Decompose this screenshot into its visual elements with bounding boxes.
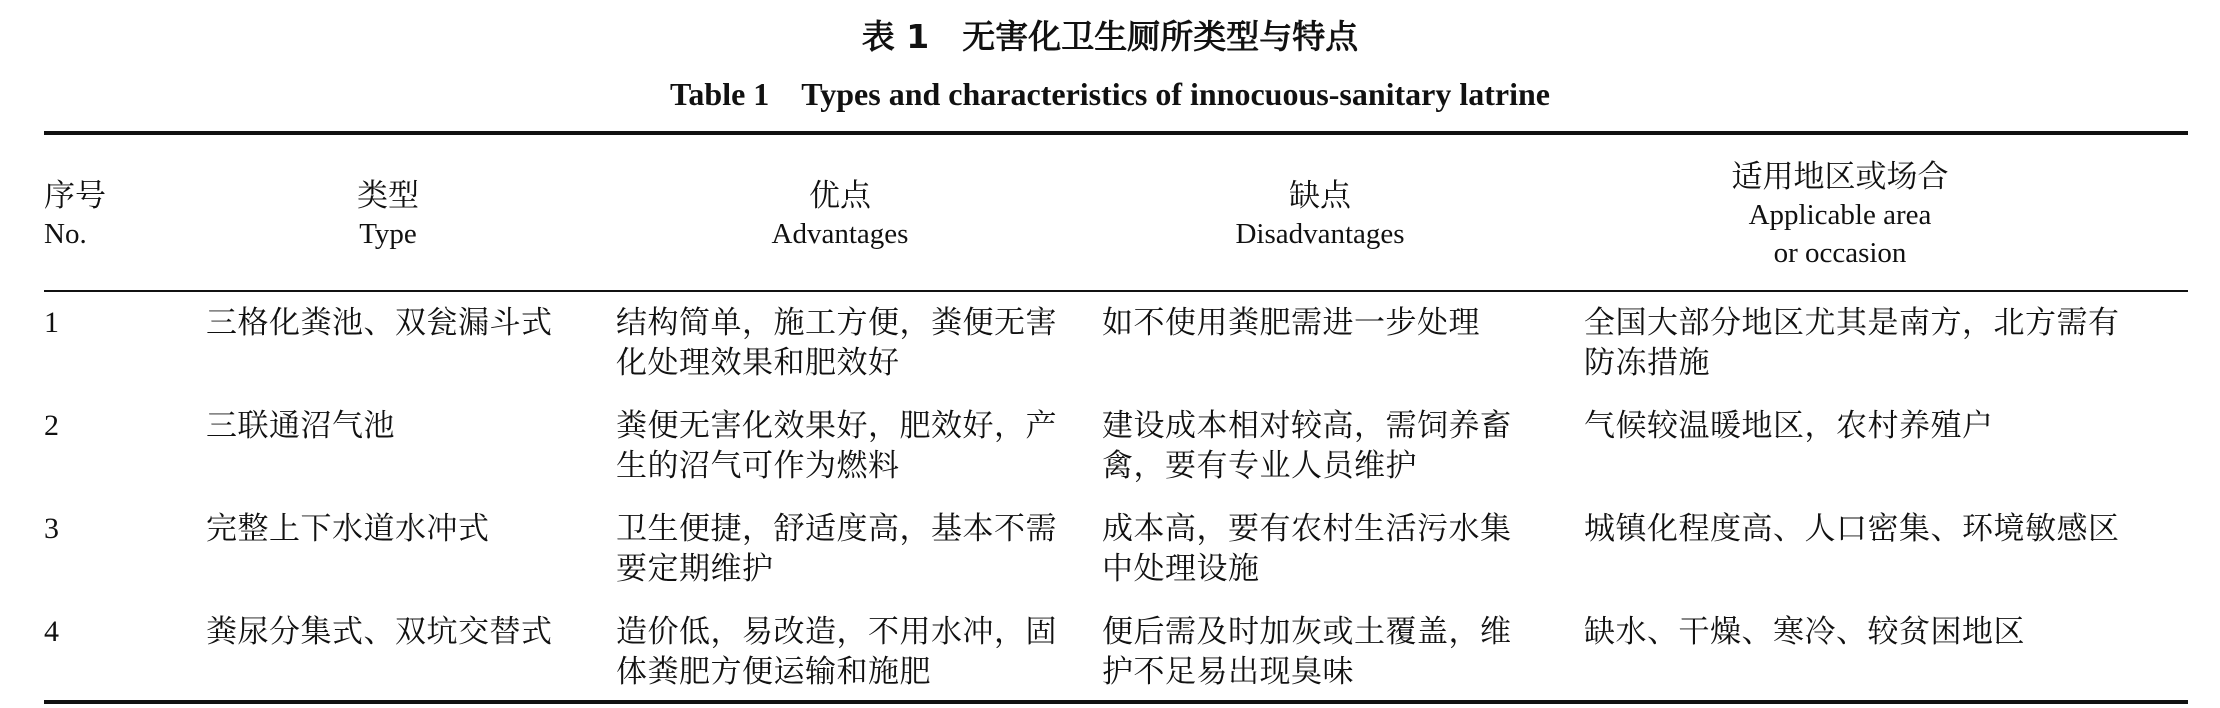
cell-type: 三联通沼气池 xyxy=(206,408,395,444)
cell-no: 2 xyxy=(44,409,60,442)
cell-line: 要定期维护 xyxy=(616,551,774,587)
cell-advantages xyxy=(616,509,1086,589)
cell-applicable-area xyxy=(1584,303,2184,383)
cell-line: 禽，要有专业人员维护 xyxy=(1102,448,1417,484)
cell-line: 建设成本相对较高，需饲养畜 xyxy=(1102,408,1512,444)
header-disadvantages-en: Disadvantages xyxy=(1235,218,1405,250)
header-advantages-cn: 优点 xyxy=(809,178,871,214)
cell-line: 成本高，要有农村生活污水集 xyxy=(1102,511,1512,547)
table-caption-chinese: 表 1 无害化卫生厕所类型与特点 xyxy=(861,17,1359,56)
cell-line: 卫生便捷，舒适度高，基本不需 xyxy=(616,511,1057,547)
header-advantages-en: Advantages xyxy=(771,218,909,250)
header-divider-rule xyxy=(44,290,2188,292)
cell-advantages xyxy=(616,612,1086,692)
cell-line: 防冻措施 xyxy=(1584,345,1710,381)
table-bottom-rule xyxy=(44,700,2188,704)
header-type xyxy=(188,150,588,280)
header-no xyxy=(44,150,164,280)
cell-no: 1 xyxy=(44,306,60,339)
cell-line: 体粪肥方便运输和施肥 xyxy=(616,654,931,690)
cell-line: 粪便无害化效果好，肥效好，产 xyxy=(616,408,1057,444)
cell-line: 中处理设施 xyxy=(1102,551,1260,587)
cell-advantages xyxy=(616,406,1086,486)
cell-no: 4 xyxy=(44,615,60,648)
cell-applicable-area xyxy=(1584,612,2184,652)
cell-advantages xyxy=(616,303,1086,383)
cell-line: 生的沼气可作为燃料 xyxy=(616,448,900,484)
cell-disadvantages xyxy=(1102,612,1572,692)
cell-line: 城镇化程度高、人口密集、环境敏感区 xyxy=(1584,511,2120,547)
header-disadvantages-cn: 缺点 xyxy=(1289,178,1351,214)
header-applicable-en-line2: or occasion xyxy=(1773,237,1907,269)
header-applicable-cn: 适用地区或场合 xyxy=(1731,159,1949,195)
cell-line: 结构简单，施工方便，粪便无害 xyxy=(616,305,1057,341)
header-applicable-en: Applicable area xyxy=(1748,199,1932,231)
cell-line: 护不足易出现臭味 xyxy=(1102,654,1354,690)
cell-line: 便后需及时加灰或土覆盖，维 xyxy=(1102,614,1512,650)
cell-line: 化处理效果和肥效好 xyxy=(616,345,900,381)
cell-disadvantages xyxy=(1102,509,1572,589)
cell-applicable-area xyxy=(1584,406,2184,446)
header-type-en: Type xyxy=(359,218,417,250)
table-caption-english: Table 1 Types and characteristics of innocuous-sanitary latrine xyxy=(669,76,1551,112)
cell-applicable-area xyxy=(1584,509,2184,549)
cell-type: 三格化粪池、双瓮漏斗式 xyxy=(206,305,553,341)
cell-disadvantages xyxy=(1102,406,1572,486)
cell-line: 缺水、干燥、寒冷、较贫困地区 xyxy=(1584,614,2025,650)
cell-line: 气候较温暖地区，农村养殖户 xyxy=(1584,408,1994,444)
header-applicable-area xyxy=(1560,150,2120,280)
cell-line: 如不使用粪肥需进一步处理 xyxy=(1102,305,1480,341)
header-disadvantages xyxy=(1080,150,1560,280)
cell-no: 3 xyxy=(44,512,60,545)
header-no-en: No. xyxy=(44,218,87,250)
header-type-cn: 类型 xyxy=(357,178,419,214)
header-advantages xyxy=(600,150,1080,280)
cell-line: 造价低，易改造，不用水冲，固 xyxy=(616,614,1057,650)
header-no-cn: 序号 xyxy=(44,178,106,214)
cell-type: 粪尿分集式、双坑交替式 xyxy=(206,614,553,650)
cell-disadvantages xyxy=(1102,303,1572,343)
cell-line: 全国大部分地区尤其是南方，北方需有 xyxy=(1584,305,2120,341)
table-top-rule xyxy=(44,131,2188,135)
cell-type: 完整上下水道水冲式 xyxy=(206,511,490,547)
